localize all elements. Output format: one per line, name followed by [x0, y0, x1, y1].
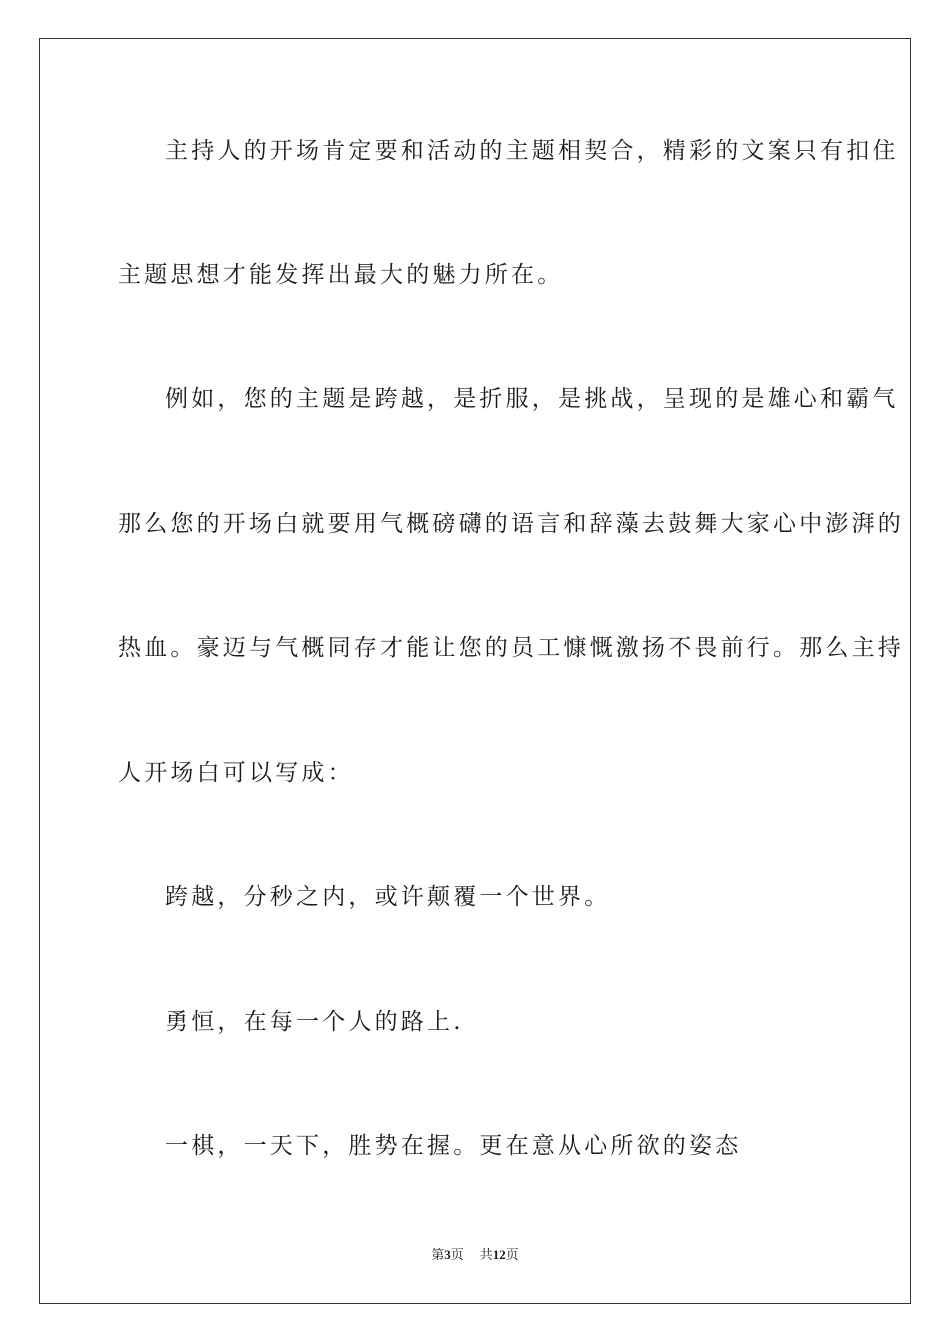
- total-pages: 12: [492, 1247, 506, 1262]
- page-number: 3: [444, 1247, 451, 1262]
- total-prefix: 共: [479, 1247, 493, 1262]
- paragraph-line: 跨越，分秒之内，或许颠覆一个世界。: [165, 884, 611, 910]
- paragraph-line: 主持人的开场肯定要和活动的主题相契合，精彩的文案只有扣住: [165, 138, 899, 164]
- paragraph-line: 一棋，一天下，胜势在握。更在意从心所欲的姿态: [165, 1133, 742, 1159]
- paragraph-line: 勇恒，在每一个人的路上.: [165, 1009, 464, 1035]
- page-footer: [0, 1247, 950, 1263]
- paragraph-line: 那么您的开场白就要用气概磅礴的语言和辞藻去鼓舞大家心中澎湃的: [118, 511, 904, 537]
- paragraph-line: 人开场白可以写成：: [118, 760, 354, 786]
- page-suffix: 页: [450, 1247, 464, 1262]
- page-border: [39, 38, 911, 1304]
- paragraph-line: 热血。豪迈与气概同存才能让您的员工慷慨激扬不畏前行。那么主持: [118, 635, 904, 661]
- page-prefix: 第: [431, 1247, 445, 1262]
- paragraph-line: 主题思想才能发挥出最大的魅力所在。: [118, 262, 564, 288]
- total-suffix: 页: [505, 1247, 519, 1262]
- paragraph-line: 例如，您的主题是跨越，是折服，是挑战，呈现的是雄心和霸气: [165, 386, 899, 412]
